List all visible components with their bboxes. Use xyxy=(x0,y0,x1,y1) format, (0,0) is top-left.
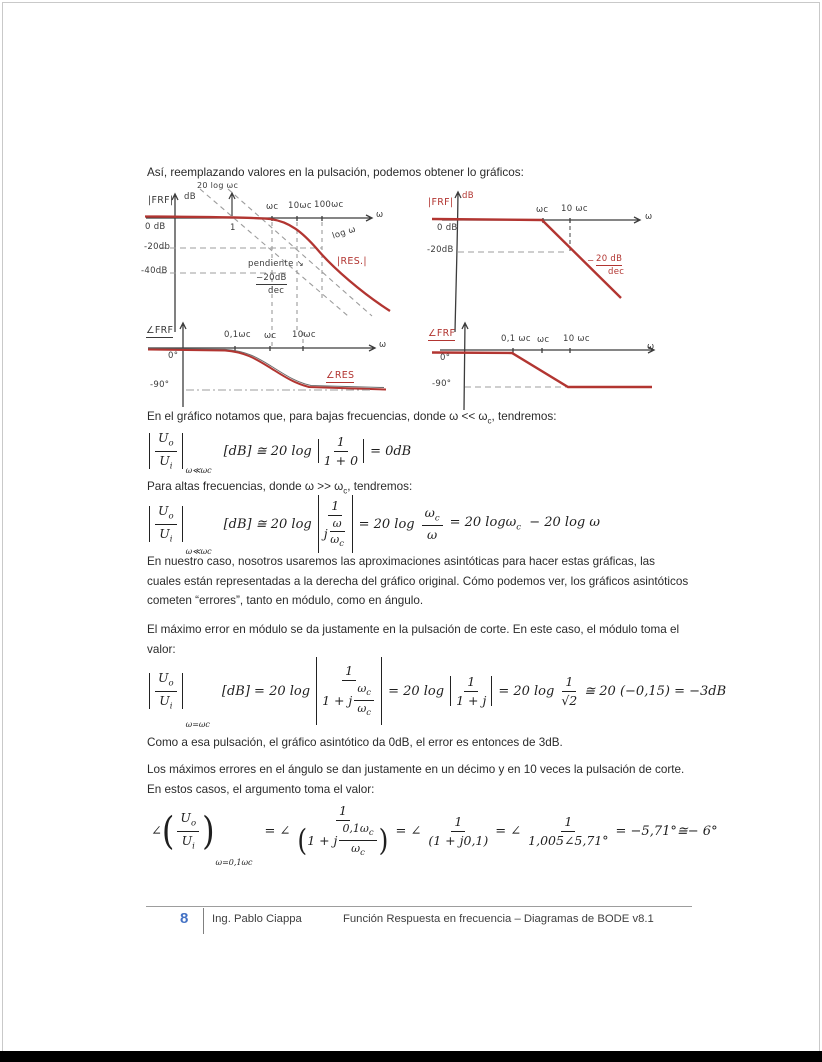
intro-paragraph: Así, reemplazando valores en la pulsación, podemos obtener lo gráficos: xyxy=(147,166,524,179)
right-mag-omega-label: ω xyxy=(645,212,653,222)
omega: ω xyxy=(357,701,367,715)
w-over-wc xyxy=(330,517,345,551)
formula-angle-error xyxy=(147,797,722,865)
right-phase-tick-10wc: 10 ωc xyxy=(563,334,590,344)
bottom-black-bar xyxy=(0,1051,822,1062)
denominator: 1 + 0 xyxy=(323,452,359,468)
numerator: 1 xyxy=(342,663,356,681)
abs-bar xyxy=(450,676,451,706)
one-over-1plusj xyxy=(456,674,486,708)
paragraph-low-freq xyxy=(147,407,692,431)
right-phase-omega-label: ω xyxy=(647,342,655,352)
paragraph-asymptotic: En nuestro caso, nosotros usaremos las aproximaciones asintóticas para hacer estas gráficas, las cuales están representadas a la derecha del gráfico original. Cómo podemos ver, los gráficos asintóticos cometen “errores”, tanto en módulo, como en ángulo. xyxy=(147,555,689,607)
ui xyxy=(182,832,195,852)
abs-bar xyxy=(491,676,492,706)
left-mag-omega-label: ω xyxy=(376,210,384,220)
equals-20log: = 20 log xyxy=(388,683,445,699)
one-over-jw-wc xyxy=(324,498,347,550)
abs-bar xyxy=(149,506,150,542)
evaluation-condition: ω≪ωc xyxy=(185,466,212,475)
inner-numerator xyxy=(354,682,374,701)
denominator xyxy=(297,821,388,859)
numerator: 1 xyxy=(336,803,350,821)
numerator: 1 xyxy=(334,434,348,452)
ui xyxy=(159,525,172,545)
equals-angle: = ∠ xyxy=(395,823,422,839)
numerator: 1 xyxy=(451,814,465,832)
paragraph-high-freq-text: Para altas frecuencias, donde ω >> ω xyxy=(147,480,344,493)
one-over-1plusj01wcwc xyxy=(297,803,388,858)
formula-low-freq xyxy=(147,429,415,473)
right-mag-0db-label: 0 dB xyxy=(437,223,458,233)
left-phase-res-label: ∠RES xyxy=(326,370,355,381)
denominator xyxy=(324,516,347,551)
db-20log-text: [dB] ≅ 20 log xyxy=(223,443,312,459)
left-mag-annotation-arrow xyxy=(229,193,235,216)
i-subscript: i xyxy=(169,701,173,711)
right-mag-tick-10wc: 10 ωc xyxy=(561,204,588,214)
omega: ω xyxy=(351,841,361,855)
paragraph-3db-error: Como a esa pulsación, el gráfico asintótico da 0dB, el error es entonces de 3dB. xyxy=(147,736,563,749)
evaluation-condition: ω=0,1ωc xyxy=(215,858,253,867)
u-symbol: U xyxy=(181,832,193,848)
one-over-polar xyxy=(528,814,608,848)
right-phase-tick-wc: ωc xyxy=(537,335,550,345)
c-subscript: c xyxy=(366,688,372,699)
wc-over-wc xyxy=(354,682,374,719)
left-mag-tick-100wc: 100ωc xyxy=(314,200,344,210)
left-paren: ( xyxy=(161,808,175,854)
one-plus-j: 1 + j xyxy=(322,692,353,708)
right-mag-tick-wc: ωc xyxy=(536,205,549,215)
right-phase-m90-label: -90° xyxy=(432,379,452,389)
u-symbol: U xyxy=(180,810,191,826)
formula-high-freq xyxy=(147,494,604,554)
left-phase-m90-label: -90° xyxy=(150,380,170,390)
uo xyxy=(177,810,199,831)
footer-separator xyxy=(203,908,204,934)
left-phase-tick-10wc: 10ωc xyxy=(292,330,316,340)
left-mag-asymptote-construction-lines xyxy=(200,189,372,316)
omega: ω xyxy=(330,533,340,547)
left-mag-slope-denominator: dec xyxy=(268,286,285,296)
equals-angle: = ∠ xyxy=(264,823,291,839)
footer-author: Ing. Pablo Ciappa xyxy=(212,913,302,925)
left-phase-tick-wc: ωc xyxy=(264,331,277,341)
left-phase-0deg-label: 0° xyxy=(168,351,179,361)
right-paren: ) xyxy=(378,822,389,858)
u-symbol: U xyxy=(158,670,169,686)
c-subscript: c xyxy=(360,848,365,858)
one-over-1plus0 xyxy=(324,434,358,468)
o-subscript: o xyxy=(190,818,197,829)
one-over-1plusj01 xyxy=(428,814,488,848)
right-paren: ) xyxy=(202,808,215,854)
left-mag-slope-word: pendiente ↘ xyxy=(248,259,305,269)
one-over-sqrt2 xyxy=(561,674,577,708)
left-mag-tick-wc: ωc xyxy=(266,202,279,212)
right-mag-slope-numerator: 20 dB xyxy=(596,254,623,264)
left-phase-ylabel: ∠FRF xyxy=(146,325,174,336)
omega: ω xyxy=(424,505,435,521)
right-phase-tick-01wc: 0,1 ωc xyxy=(501,334,531,344)
angle-symbol: ∠ xyxy=(151,823,162,839)
c-subscript: c xyxy=(368,828,374,839)
db-20log-text: [dB] = 20 log xyxy=(221,683,311,699)
abs-bar xyxy=(352,495,353,553)
denominator: (1 + j0,1) xyxy=(428,832,489,848)
left-mag-m20db-label: -20db xyxy=(144,242,171,252)
result-minus3db: ≅ 20 (−0,15) = −3dB xyxy=(584,683,727,699)
right-mag-db-label: dB xyxy=(462,191,474,201)
c-subscript: c xyxy=(366,708,372,718)
equals-20logwc: = 20 logω xyxy=(449,515,517,531)
right-mag-ylabel: |FRF| xyxy=(428,197,454,208)
denominator: 1 + j xyxy=(456,692,487,708)
right-phase-0deg-label: 0° xyxy=(440,353,451,363)
numerator xyxy=(422,505,443,526)
formula-module-error xyxy=(147,655,730,727)
i-subscript: i xyxy=(169,534,173,544)
u-symbol: U xyxy=(159,525,170,541)
final-expression xyxy=(450,515,600,533)
uo-ui-fraction xyxy=(155,503,177,544)
omega-c-subscript: c xyxy=(343,486,348,496)
left-phase-axes xyxy=(148,323,375,407)
denominator xyxy=(322,681,376,719)
01-omega: 0,1ω xyxy=(342,822,369,835)
right-mag-slope-sign: − xyxy=(587,256,595,266)
right-phase-ylabel: ∠FRF xyxy=(428,328,456,339)
c-subscript: c xyxy=(434,513,440,524)
uo-ui-fraction xyxy=(177,810,199,851)
omega-c-subscript: c xyxy=(487,416,492,426)
left-mag-logw-label: log ω xyxy=(331,224,358,242)
left-phase-omega-label: ω xyxy=(379,340,387,350)
left-paren: ( xyxy=(297,822,308,858)
u-symbol: U xyxy=(159,452,170,468)
o-subscript: o xyxy=(168,678,174,689)
left-mag-ylabel: |FRF| xyxy=(148,195,174,206)
inner-denominator xyxy=(351,841,365,859)
denominator: 1,005∠5,71° xyxy=(528,832,609,848)
equals-20log: = 20 log xyxy=(498,683,555,699)
inner-numerator xyxy=(339,822,376,841)
inner-numerator: ω xyxy=(330,517,345,533)
01wc-over-wc xyxy=(339,822,376,859)
right-mag-slope-denominator: dec xyxy=(608,267,625,277)
numerator: 1 xyxy=(561,814,575,832)
j-symbol: j xyxy=(323,525,328,541)
footer-doc-title: Función Respuesta en frecuencia – Diagramas de BODE v8.1 xyxy=(343,913,654,925)
abs-bar xyxy=(149,673,150,709)
db-20log-text: [dB] ≅ 20 log xyxy=(223,516,312,532)
wc-over-w xyxy=(422,505,443,543)
abs-bar xyxy=(182,673,183,709)
uo xyxy=(155,430,177,451)
abs-bar xyxy=(363,439,364,463)
evaluation-condition: ω≪ωc xyxy=(185,547,212,556)
abs-bar xyxy=(318,495,319,553)
bode-sketch-lines xyxy=(140,180,705,412)
c-subscript: c xyxy=(516,522,521,533)
paragraph-low-freq-tail: , tendremos: xyxy=(491,410,557,423)
right-mag-m20db-label: -20dB xyxy=(427,245,454,255)
page-number: 8 xyxy=(180,910,189,927)
left-mag-res-label: |RES.| xyxy=(337,256,367,267)
abs-bar xyxy=(316,657,317,725)
left-mag-one-label: 1 xyxy=(230,223,236,233)
o-subscript: o xyxy=(168,511,174,522)
numerator: 1 xyxy=(328,498,342,516)
result-0db: = 0dB xyxy=(370,443,412,459)
left-mag-0db-label: 0 dB xyxy=(145,222,166,232)
ui xyxy=(159,452,172,472)
ui xyxy=(159,692,172,712)
omega: ω xyxy=(357,682,367,695)
inner-denominator xyxy=(330,532,344,550)
paragraph-low-freq-text: En el gráfico notamos que, para bajas frecuencias, donde ω << ω xyxy=(147,410,488,423)
uo-ui-fraction xyxy=(155,670,177,711)
i-subscript: i xyxy=(169,461,173,471)
equals-angle: = ∠ xyxy=(495,823,522,839)
numerator: 1 xyxy=(562,674,576,692)
u-symbol: U xyxy=(159,692,170,708)
denominator: ω xyxy=(427,527,438,543)
o-subscript: o xyxy=(168,438,174,449)
one-over-1plusjwcwc xyxy=(322,663,376,718)
abs-bar xyxy=(182,506,183,542)
paragraph-high-freq-tail: , tendremos: xyxy=(347,480,413,493)
paragraph-max-module-error: El máximo error en módulo se da justamente en la pulsación de corte. En este caso, el módulo toma el valor: xyxy=(147,623,680,656)
equals-20log: = 20 log xyxy=(358,516,415,532)
abs-bar xyxy=(381,657,382,725)
abs-bar xyxy=(182,433,183,469)
u-symbol: U xyxy=(158,430,169,446)
bode-sketch-figure xyxy=(140,180,705,412)
result-minus6deg: = −5,71°≅− 6° xyxy=(615,823,718,839)
left-phase-tick-01wc: 0,1ωc xyxy=(224,330,251,340)
abs-bar xyxy=(318,439,319,463)
minus-20logw: − 20 log ω xyxy=(520,515,600,531)
c-subscript: c xyxy=(339,539,344,550)
left-mag-slope-numerator: −20dB xyxy=(256,273,287,283)
evaluation-condition: ω=ωc xyxy=(185,720,210,729)
abs-bar xyxy=(149,433,150,469)
u-symbol: U xyxy=(158,503,169,519)
denominator: √2 xyxy=(561,692,578,708)
uo xyxy=(155,503,177,524)
inner-denominator xyxy=(357,701,371,719)
uo xyxy=(155,670,177,691)
paragraph-angle-errors: Los máximos errores en el ángulo se dan justamente en un décimo y en 10 veces la pulsación de corte. En estos casos, el argumento toma el valor: xyxy=(147,763,685,796)
footer-rule xyxy=(146,906,692,907)
numerator: 1 xyxy=(464,674,478,692)
uo-ui-fraction xyxy=(155,430,177,471)
left-mag-db-label: dB xyxy=(184,192,196,202)
i-subscript: i xyxy=(192,841,195,851)
left-mag-m40db-label: -40dB xyxy=(141,266,168,276)
left-mag-tick-10wc: 10ωc xyxy=(288,201,312,211)
left-mag-20logwc-label: 20 log ωc xyxy=(197,181,239,190)
one-plus-j: 1 + j xyxy=(307,832,338,848)
